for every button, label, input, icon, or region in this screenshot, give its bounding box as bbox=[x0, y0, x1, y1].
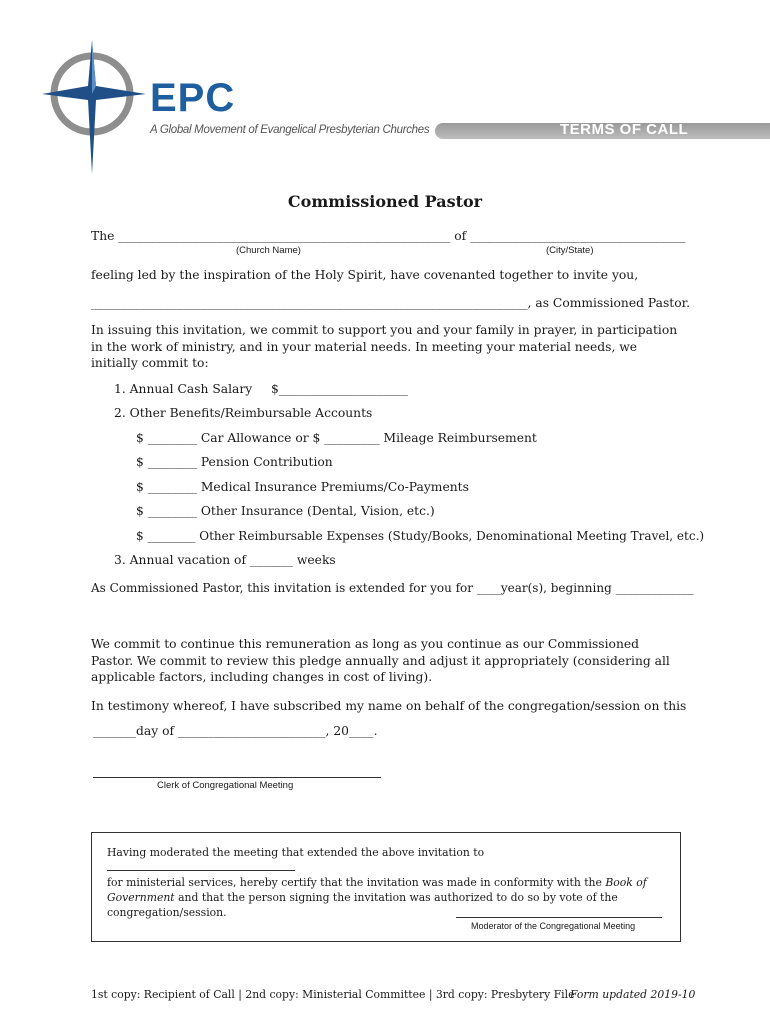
moderator-text-c: and that the person signing the invitation was authorized to do so by vote of the congregation/session. bbox=[107, 891, 618, 919]
terms-banner-text: TERMS OF CALL bbox=[560, 121, 689, 138]
term-extended-line[interactable]: As Commissioned Pastor, this invitation is extended for you for ____year(s), beginning _____________ bbox=[91, 581, 694, 595]
moderator-text-b: for ministerial services, hereby certify that the invitation was made in conformity with the bbox=[107, 876, 606, 889]
logo-wordmark: EPC bbox=[150, 76, 236, 120]
moderator-text-a: Having moderated the meeting that extended the above invitation to bbox=[107, 846, 485, 859]
church-line[interactable]: The ______________________________________________________ of ___________________________________ bbox=[91, 229, 686, 243]
church-name-caption: (Church Name) bbox=[236, 245, 301, 256]
moderator-invitee-blank[interactable] bbox=[107, 860, 295, 871]
clerk-signature-line[interactable] bbox=[93, 777, 381, 778]
logo-tagline: A Global Movement of Evangelical Presbyterian Churches bbox=[150, 124, 430, 136]
city-state-caption: (City/State) bbox=[546, 245, 594, 256]
date-line[interactable]: _______day of ________________________, 20____. bbox=[93, 724, 378, 738]
salary-label: 1. Annual Cash Salary bbox=[114, 382, 253, 396]
book-of-government: Book of Government bbox=[107, 876, 647, 904]
moderator-text bbox=[107, 845, 667, 920]
epc-cross-logo bbox=[40, 36, 150, 176]
vacation-line[interactable]: 3. Annual vacation of _______ weeks bbox=[114, 553, 336, 567]
benefit-reimbursable[interactable]: $ ________ Other Reimbursable Expenses (Study/Books, Denominational Meeting Travel, etc.) bbox=[136, 529, 705, 543]
copy-distribution: 1st copy: Recipient of Call | 2nd copy: Ministerial Committee | 3rd copy: Presbytery File bbox=[91, 988, 575, 1001]
benefit-pension[interactable]: $ ________ Pension Contribution bbox=[136, 455, 333, 469]
moderator-signature-line[interactable] bbox=[456, 917, 662, 918]
clerk-caption: Clerk of Congregational Meeting bbox=[157, 780, 294, 791]
pastor-name-line[interactable]: _______________________________________________________________________, as Commissioned Pastor. bbox=[91, 296, 691, 310]
salary-field[interactable]: $_____________________ bbox=[271, 382, 408, 396]
testimony-line: In testimony whereof, I have subscribed my name on behalf of the congregation/session on this bbox=[91, 699, 687, 713]
benefit-medical[interactable]: $ ________ Medical Insurance Premiums/Co-Payments bbox=[136, 480, 469, 494]
benefits-heading: 2. Other Benefits/Reimbursable Accounts bbox=[114, 406, 373, 420]
holy-spirit-line: feeling led by the inspiration of the Holy Spirit, have covenanted together to invite you, bbox=[91, 268, 639, 282]
form-updated: Form updated 2019-10 bbox=[570, 988, 696, 1001]
remuneration-paragraph: We commit to continue this remuneration as long as you continue as our Commissioned Pastor. We commit to review this pledge annually and adjust it appropriately (considering all applicable factors, including changes in cost of living). bbox=[91, 637, 670, 684]
benefit-car-allowance[interactable]: $ ________ Car Allowance or $ _________ Mileage Reimbursement bbox=[136, 431, 537, 445]
page-title: Commissioned Pastor bbox=[287, 192, 483, 211]
commitment-paragraph: In issuing this invitation, we commit to support you and your family in prayer, in participation in the work of ministry, and in your material needs. In meeting your material needs, we initially commit to: bbox=[91, 323, 678, 370]
moderator-caption: Moderator of the Congregational Meeting bbox=[471, 921, 636, 931]
benefit-other-insurance[interactable]: $ ________ Other Insurance (Dental, Vision, etc.) bbox=[136, 504, 435, 518]
